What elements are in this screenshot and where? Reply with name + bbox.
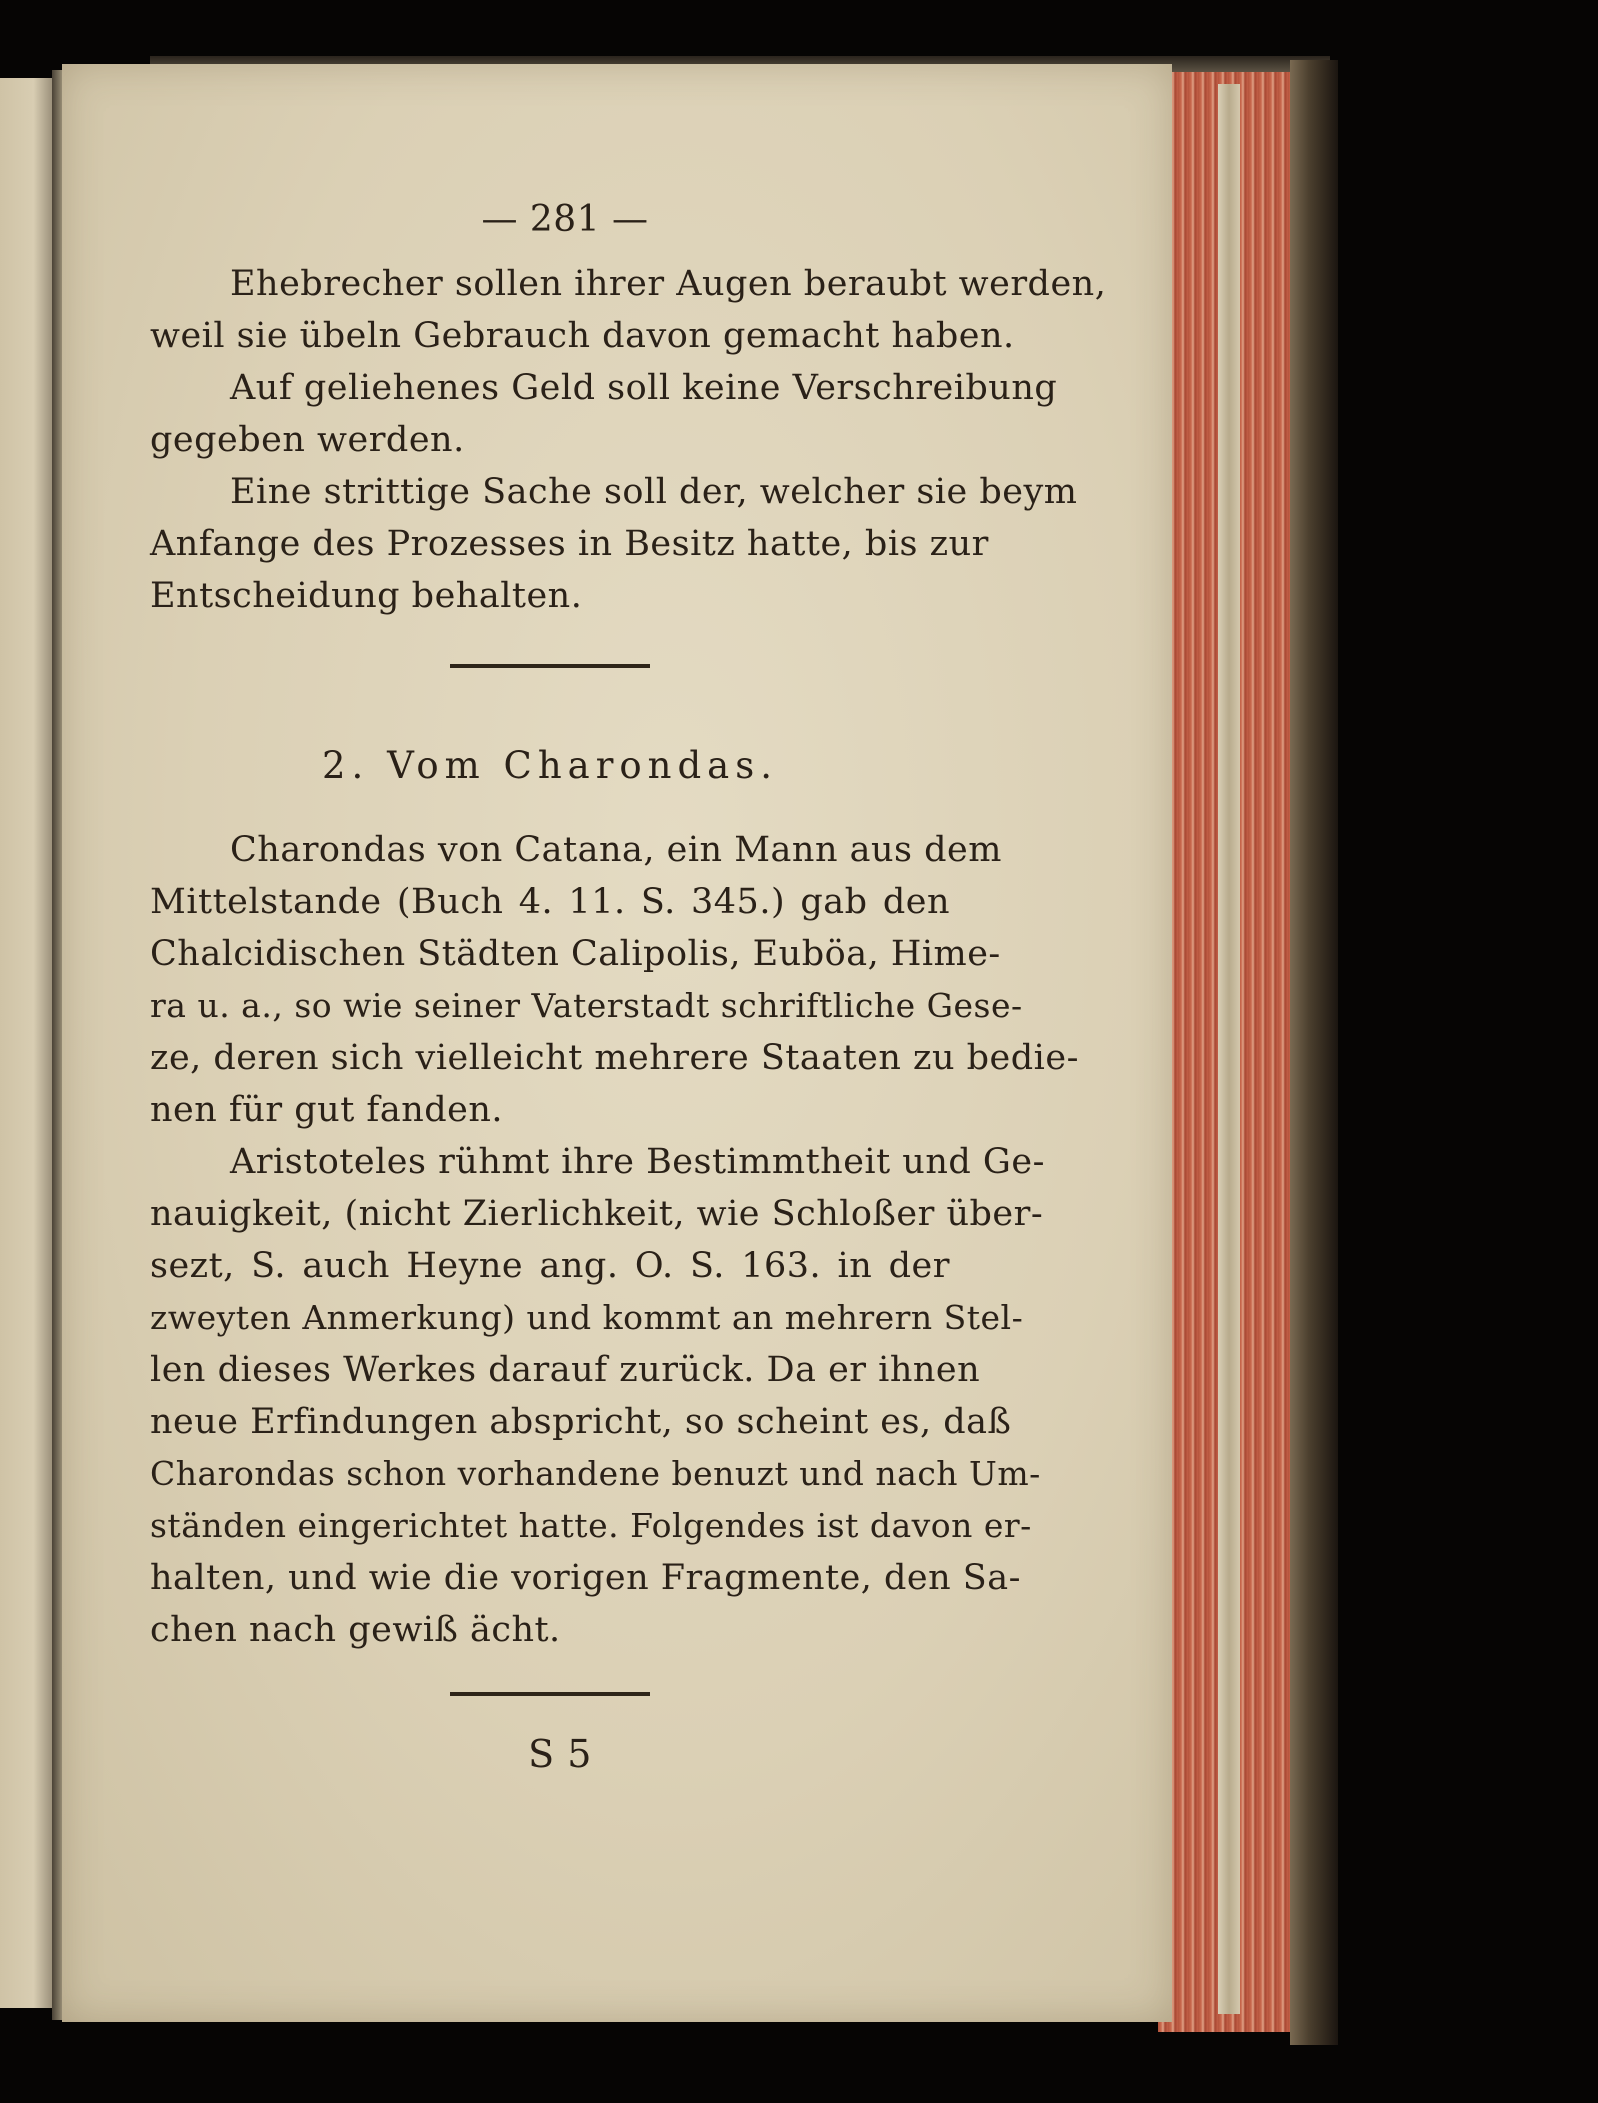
text-line: neue Erfindungen abspricht, so scheint es, daß — [150, 1402, 1012, 1442]
text-line: halten, und wie die vorigen Fragmente, den Sa- — [150, 1558, 1021, 1598]
text-line: Chalcidischen Städten Calipolis, Euböa, Hime- — [150, 934, 1001, 974]
page-text — [150, 190, 1107, 1782]
footer-divider — [450, 1692, 650, 1696]
text-line: Charondas von Catana, ein Mann aus dem — [230, 830, 1002, 870]
text-line: len dieses Werkes darauf zurück. Da er ihnen — [150, 1350, 981, 1390]
text-line: Aristoteles rühmt ihre Bestimmtheit und Ge- — [230, 1142, 1045, 1182]
text-line: Eine strittige Sache soll der, welcher sie beym — [230, 472, 1078, 512]
page-edges-light — [1218, 84, 1240, 2014]
text-line: Charondas schon vorhandene benuzt und nach Um- — [150, 1454, 1041, 1493]
section-title: 2. Vom Charondas. — [322, 744, 778, 787]
signature-mark: S 5 — [528, 1732, 592, 1776]
text-line: gegeben werden. — [150, 420, 465, 460]
book-cover-edge — [1290, 60, 1338, 2045]
text-line: weil sie übeln Gebrauch davon gemacht haben. — [150, 316, 1015, 356]
text-line: Mittelstande (Buch 4. 11. S. 345.) gab den — [150, 882, 950, 922]
text-line: sezt, S. auch Heyne ang. O. S. 163. in der — [150, 1246, 950, 1286]
text-line: zweyten Anmerkung) und kommt an mehrern Stel- — [150, 1298, 1024, 1337]
text-line: Auf geliehenes Geld soll keine Verschreibung — [230, 368, 1058, 408]
text-line: Ehebrecher sollen ihrer Augen beraubt werden, — [230, 264, 1107, 304]
text-line: Entscheidung behalten. — [150, 576, 583, 616]
page-number-header: — 281 — — [481, 199, 649, 240]
text-line: ra u. a., so wie seiner Vaterstadt schriftliche Gese- — [150, 986, 1023, 1025]
text-line: nauigkeit, (nicht Zierlichkeit, wie Schloßer über- — [150, 1194, 1044, 1234]
text-line: ständen eingerichtet hatte. Folgendes ist davon er- — [150, 1506, 1032, 1545]
section-divider — [450, 664, 650, 668]
text-line: nen für gut fanden. — [150, 1090, 504, 1130]
previous-page-edge — [0, 78, 56, 2008]
text-line: Anfange des Prozesses in Besitz hatte, bis zur — [150, 524, 989, 564]
text-line: ze, deren sich vielleicht mehrere Staaten zu bedie- — [150, 1038, 1079, 1078]
text-line: chen nach gewiß ächt. — [150, 1610, 561, 1650]
